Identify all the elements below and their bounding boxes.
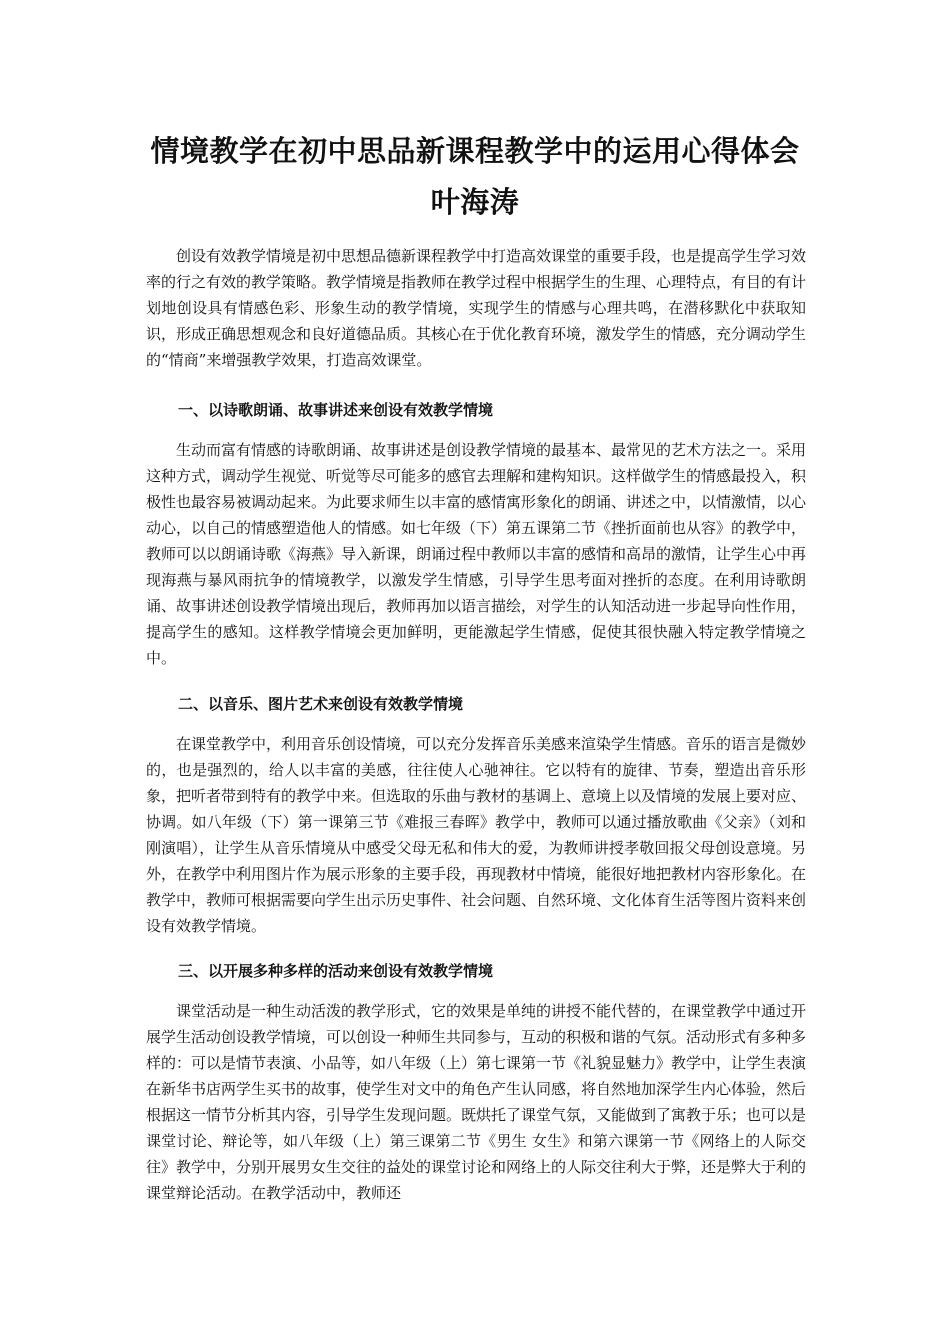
section-heading-1: 一、以诗歌朗诵、故事讲述来创设有效教学情境 — [178, 401, 494, 419]
section-heading-2: 二、以音乐、图片艺术来创设有效教学情境 — [178, 695, 464, 713]
section-heading-3: 三、以开展多种多样的活动来创设有效教学情境 — [178, 962, 494, 980]
section-paragraph-1: 生动而富有情感的诗歌朗诵、故事讲述是创设教学情境的最基本、最常见的艺术方法之一。采用这种方式，调动学生视觉、听觉等尽可能多的感官去理解和建构知识。这样做学生的情感最投入，积极性也最容易被调动起来。为此要求师生以丰富的感情寓形象化的朗诵、讲述之中，以情激情，以心动心，以自己的情感塑造他人的情感。如七年级（下）第五课第二节《挫折面前也从容》的教学中，教师可以以朗诵诗歌《海燕》导入新课，朗诵过程中教师以丰富的感情和高昂的激情，让学生心中再现海燕与暴风雨抗争的情境教学，以激发学生情感，引导学生思考面对挫折的态度。在利用诗歌朗诵、故事讲述创设教学情境出现后，教师再加以语言描绘，对学生的认知活动进一步起导向性作用，提高学生的感知。这样教学情境会更加鲜明，更能激起学生情感，促使其很快融入特定教学情境之中。 — [146, 441, 807, 667]
document-author: 叶海涛 — [430, 185, 520, 219]
document-title: 情境教学在初中思品新课程教学中的运用心得体会 — [150, 134, 800, 168]
section-paragraph-2: 在课堂教学中，利用音乐创设情境，可以充分发挥音乐美感来渲染学生情感。音乐的语言是微妙的，也是强烈的，给人以丰富的美感，往往使人心驰神往。它以特有的旋律、节奏，塑造出音乐形象，把听者带到特有的教学中来。但选取的乐曲与教材的基调上、意境上以及情境的发展上要对应、协调。如八年级（下）第一课第三节《难报三春晖》教学中，教师可以通过播放歌曲《父亲》（刘和刚演唱），让学生从音乐情境从中感受父母无私和伟大的爱，为教师讲授孝敬回报父母创设意境。另外，在教学中利用图片作为展示形象的主要手段，再现教材中情境，能很好地把教材内容形象化。在教学中，教师可根据需要向学生出示历史事件、社会问题、自然环境、文化体育生活等图片资料来创设有效教学情境。 — [146, 735, 807, 935]
intro-paragraph: 创设有效教学情境是初中思想品德新课程教学中打造高效课堂的重要手段，也是提高学生学习效率的行之有效的教学策略。教学情境是指教师在教学过程中根据学生的生理、心理特点，有目的有计划地创设具有情感色彩、形象生动的教学情境，实现学生的情感与心理共鸣，在潜移默化中获取知识，形成正确思想观念和良好道德品质。其核心在于优化教育环境，激发学生的情感，充分调动学生的“情商”来增强教学效果，打造高效课堂。 — [146, 247, 807, 369]
section-paragraph-3: 课堂活动是一种生动活泼的教学形式，它的效果是单纯的讲授不能代替的，在课堂教学中通过开展学生活动创设教学情境，可以创设一种师生共同参与，互动的积极和谐的气氛。活动形式有多种多样的：可以是情节表演、小品等，如八年级（上）第七课第一节《礼貌显魅力》教学中，让学生表演在新华书店两学生买书的故事，使学生对文中的角色产生认同感，将自然地加深学生内心体验，然后根据这一情节分析其内容，引导学生发现问题。既烘托了课堂气氛，又能做到了寓教于乐；也可以是课堂讨论、辩论等，如八年级（上）第三课第二节《男生 女生》和第六课第一节《网络上的人际交往》教学中，分别开展男女生交往的益处的课堂讨论和网络上的人际交往利大于弊，还是弊大于利的课堂辩论活动。在教学活动中，教师还 — [146, 1002, 807, 1202]
